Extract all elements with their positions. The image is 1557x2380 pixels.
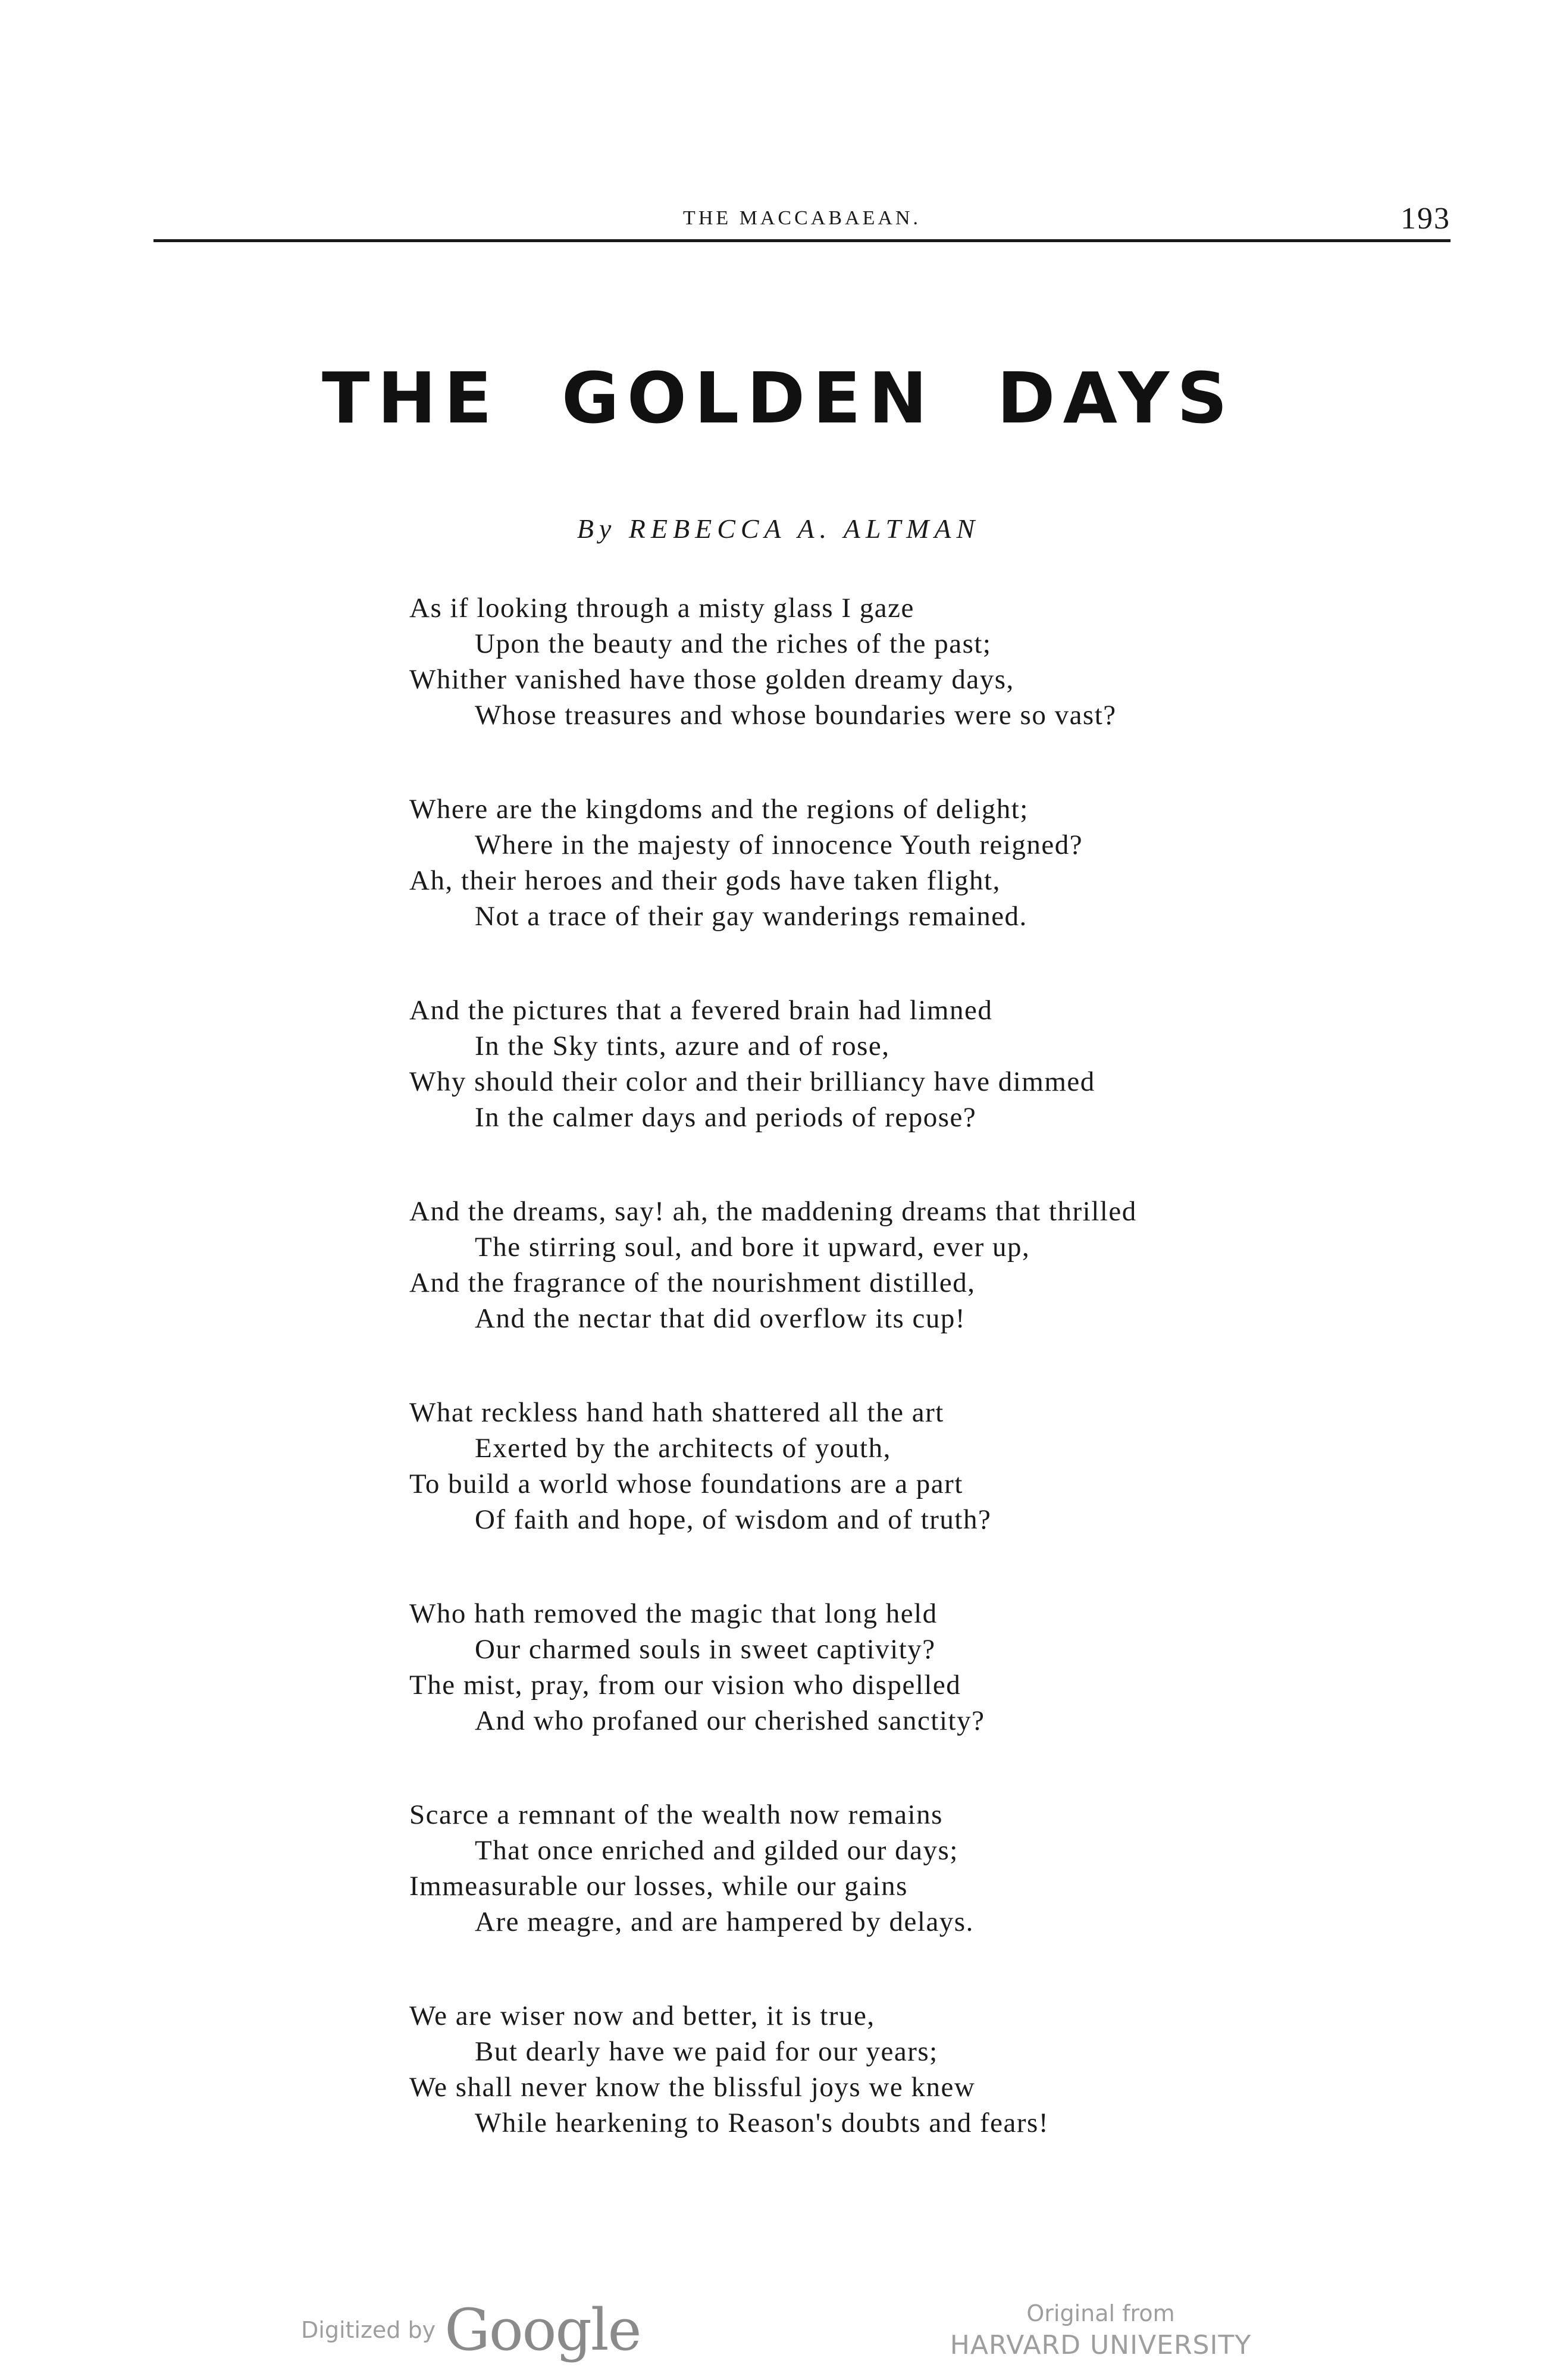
poem-line: Scarce a remnant of the wealth now remains [409, 1799, 943, 1830]
poem-line: Upon the beauty and the riches of the past; [475, 628, 992, 659]
poem-line: Why should their color and their brilliancy have dimmed [409, 1066, 1095, 1097]
google-logo: Google [444, 2297, 641, 2363]
stanza [409, 1797, 1421, 1940]
poem-line: Immeasurable our losses, while our gains [409, 1871, 908, 1902]
stanza [409, 1194, 1421, 1336]
poem-line: But dearly have we paid for our years; [475, 2036, 938, 2067]
byline: By REBECCA A. ALTMAN [577, 513, 980, 544]
poem-line: Exerted by the architects of youth, [475, 1433, 891, 1464]
poem-line: And the fragrance of the nourishment distilled, [409, 1267, 976, 1298]
header-rule [153, 239, 1451, 242]
poem-line: As if looking through a misty glass I gaze [409, 593, 914, 624]
stanza [409, 791, 1421, 934]
poem-line: What reckless hand hath shattered all the art [409, 1397, 944, 1428]
poem-line: Our charmed souls in sweet captivity? [475, 1634, 936, 1665]
poem-line: Whose treasures and whose boundaries were so vast? [475, 700, 1117, 731]
poem-line: And the pictures that a fevered brain had limned [409, 995, 993, 1026]
poem-line: Who hath removed the magic that long held [409, 1598, 938, 1629]
page-number: 193 [1401, 202, 1451, 236]
poem-line: Where are the kingdoms and the regions of delight; [409, 794, 1029, 825]
provenance-original-from: Original from [1026, 2300, 1175, 2326]
poem-line: And who profaned our cherished sanctity? [475, 1705, 985, 1736]
running-title: THE MACCABAEAN. [683, 207, 921, 229]
poem-line: Are meagre, and are hampered by delays. [475, 1906, 974, 1937]
stanza [409, 1596, 1421, 1739]
poem-line: While hearkening to Reason's doubts and fears! [475, 2107, 1049, 2138]
poem-line: Whither vanished have those golden dreamy days, [409, 664, 1014, 695]
poem-line: The stirring soul, and bore it upward, ever up, [475, 1232, 1030, 1263]
stanza [409, 992, 1421, 1135]
poem-line: To build a world whose foundations are a part [409, 1468, 963, 1499]
provenance-notice [934, 2298, 1267, 2362]
digitized-by-notice [301, 2297, 640, 2363]
poem-line: And the nectar that did overflow its cup! [475, 1303, 966, 1334]
poem-line: We are wiser now and better, it is true, [409, 2000, 875, 2031]
poem-body [409, 590, 1421, 2199]
poem-line: And the dreams, say! ah, the maddening dreams that thrilled [409, 1196, 1137, 1227]
poem-line: Of faith and hope, of wisdom and of truth? [475, 1504, 992, 1535]
poem-line: We shall never know the blissful joys we knew [409, 2072, 976, 2103]
poem-line: In the calmer days and periods of repose? [475, 1102, 977, 1133]
poem-line: Not a trace of their gay wanderings remained. [475, 901, 1027, 932]
poem-line: Ah, their heroes and their gods have taken flight, [409, 865, 1001, 896]
stanza [409, 590, 1421, 733]
poem-line: The mist, pray, from our vision who dispelled [409, 1670, 961, 1701]
poem-line: Where in the majesty of innocence Youth reigned? [475, 829, 1083, 860]
poem-title: THE GOLDEN DAYS [321, 357, 1236, 439]
running-head [153, 201, 1451, 244]
digitized-label: Digitized by [301, 2317, 436, 2343]
stanza [409, 1998, 1421, 2141]
poem-line: In the Sky tints, azure and of rose, [475, 1031, 890, 1061]
poem-line: That once enriched and gilded our days; [475, 1835, 958, 1866]
stanza [409, 1395, 1421, 1537]
provenance-institution: HARVARD UNIVERSITY [950, 2330, 1252, 2360]
